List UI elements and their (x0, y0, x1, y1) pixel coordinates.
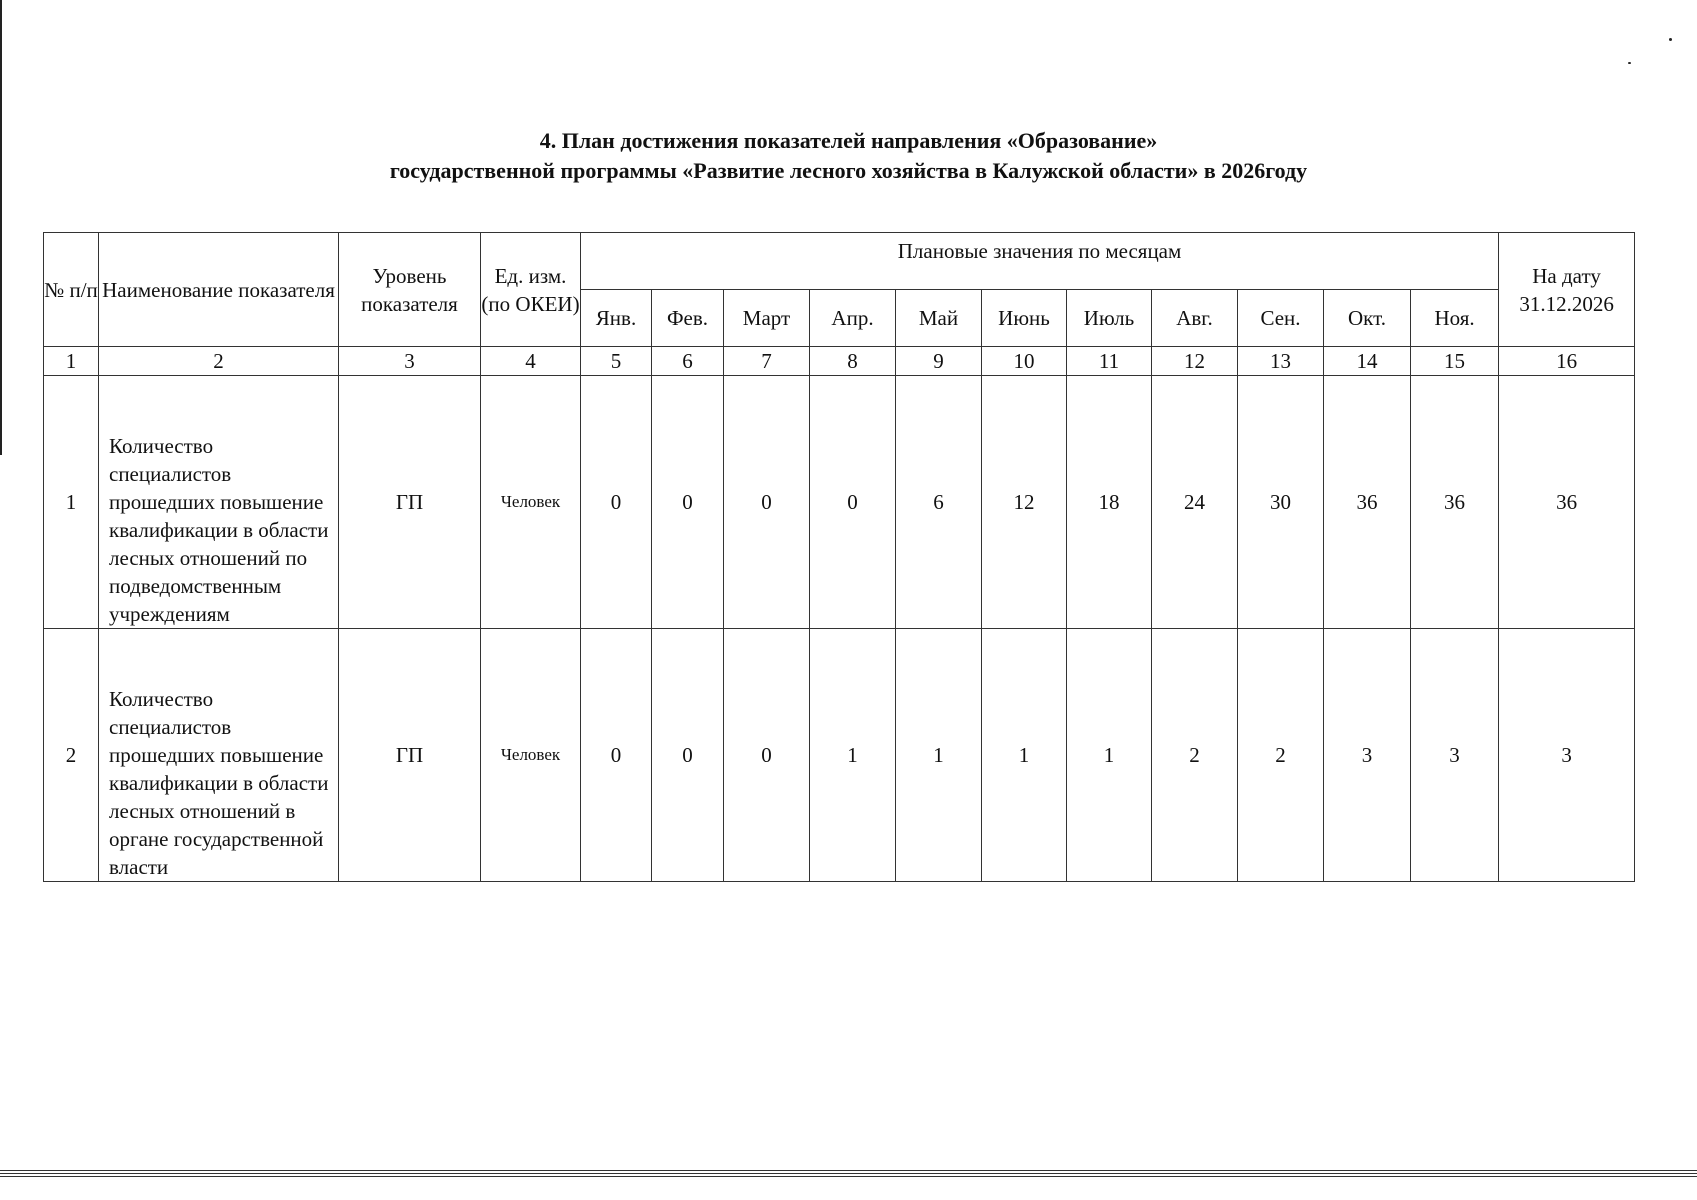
month-value: 1 (982, 629, 1067, 882)
scan-speck (1669, 38, 1672, 41)
total-value: 3 (1499, 629, 1635, 882)
column-number: 16 (1499, 347, 1635, 376)
indicator-name: Количество специалистов прошедших повышение квалификации в области лесных отношений по подведомственным учреждениям (99, 376, 339, 629)
month-value: 0 (810, 376, 896, 629)
month-value: 3 (1324, 629, 1411, 882)
month-may: Май (896, 290, 982, 347)
month-value: 1 (1067, 629, 1152, 882)
column-number: 12 (1152, 347, 1238, 376)
column-number: 15 (1411, 347, 1499, 376)
footer-rule (0, 1170, 1697, 1180)
column-number: 14 (1324, 347, 1411, 376)
column-number: 5 (581, 347, 652, 376)
month-value: 30 (1238, 376, 1324, 629)
plan-table (43, 232, 1635, 882)
indicator-name: Количество специалистов прошедших повышение квалификации в области лесных отношений в органе государственной власти (99, 629, 339, 882)
month-value: 3 (1411, 629, 1499, 882)
month-jul: Июль (1067, 290, 1152, 347)
month-value: 0 (652, 629, 724, 882)
title-line-2: государственной программы «Развитие лесного хозяйства в Калужской области» в 2026году (389, 158, 1308, 183)
column-number: 9 (896, 347, 982, 376)
month-value: 18 (1067, 376, 1152, 629)
row-num: 2 (44, 629, 99, 882)
month-oct: Окт. (1324, 290, 1411, 347)
month-value: 1 (896, 629, 982, 882)
column-number: 10 (982, 347, 1067, 376)
month-mar: Март (724, 290, 810, 347)
month-nov: Ноя. (1411, 290, 1499, 347)
month-value: 0 (724, 376, 810, 629)
month-sep: Сен. (1238, 290, 1324, 347)
month-value: 12 (982, 376, 1067, 629)
month-jun: Июнь (982, 290, 1067, 347)
header-num: № п/п (44, 233, 99, 347)
month-value: 1 (810, 629, 896, 882)
month-value: 0 (581, 376, 652, 629)
header-unit: Ед. изм. (по ОКЕИ) (481, 233, 581, 347)
column-number: 8 (810, 347, 896, 376)
header-date: На дату 31.12.2026 (1499, 233, 1635, 347)
total-value: 36 (1499, 376, 1635, 629)
scan-speck (1628, 62, 1631, 64)
month-value: 2 (1238, 629, 1324, 882)
month-value: 0 (581, 629, 652, 882)
month-value: 0 (724, 629, 810, 882)
header-planned: Плановые значения по месяцам (581, 233, 1499, 290)
indicator-level: ГП (339, 376, 481, 629)
column-number: 3 (339, 347, 481, 376)
column-number: 7 (724, 347, 810, 376)
column-number: 1 (44, 347, 99, 376)
header-name: Наименование показателя (99, 233, 339, 347)
table-row (44, 376, 1635, 629)
month-value: 6 (896, 376, 982, 629)
month-value: 36 (1324, 376, 1411, 629)
indicator-unit: Человек (481, 376, 581, 629)
month-value: 0 (652, 376, 724, 629)
column-number: 13 (1238, 347, 1324, 376)
row-num: 1 (44, 376, 99, 629)
column-number: 2 (99, 347, 339, 376)
month-aug: Авг. (1152, 290, 1238, 347)
header-row (44, 233, 1635, 290)
indicator-level: ГП (339, 629, 481, 882)
column-number: 6 (652, 347, 724, 376)
month-jan: Янв. (581, 290, 652, 347)
column-number: 4 (481, 347, 581, 376)
month-value: 24 (1152, 376, 1238, 629)
month-apr: Апр. (810, 290, 896, 347)
month-feb: Фев. (652, 290, 724, 347)
month-value: 36 (1411, 376, 1499, 629)
month-value: 2 (1152, 629, 1238, 882)
title-line-1: 4. План достижения показателей направления «Образование» (539, 128, 1158, 153)
page-left-edge (0, 0, 2, 455)
table-row (44, 629, 1635, 882)
column-numbers-row (44, 347, 1635, 376)
column-number: 11 (1067, 347, 1152, 376)
document-title (0, 126, 1697, 186)
header-level: Уровень показателя (339, 233, 481, 347)
indicator-unit: Человек (481, 629, 581, 882)
